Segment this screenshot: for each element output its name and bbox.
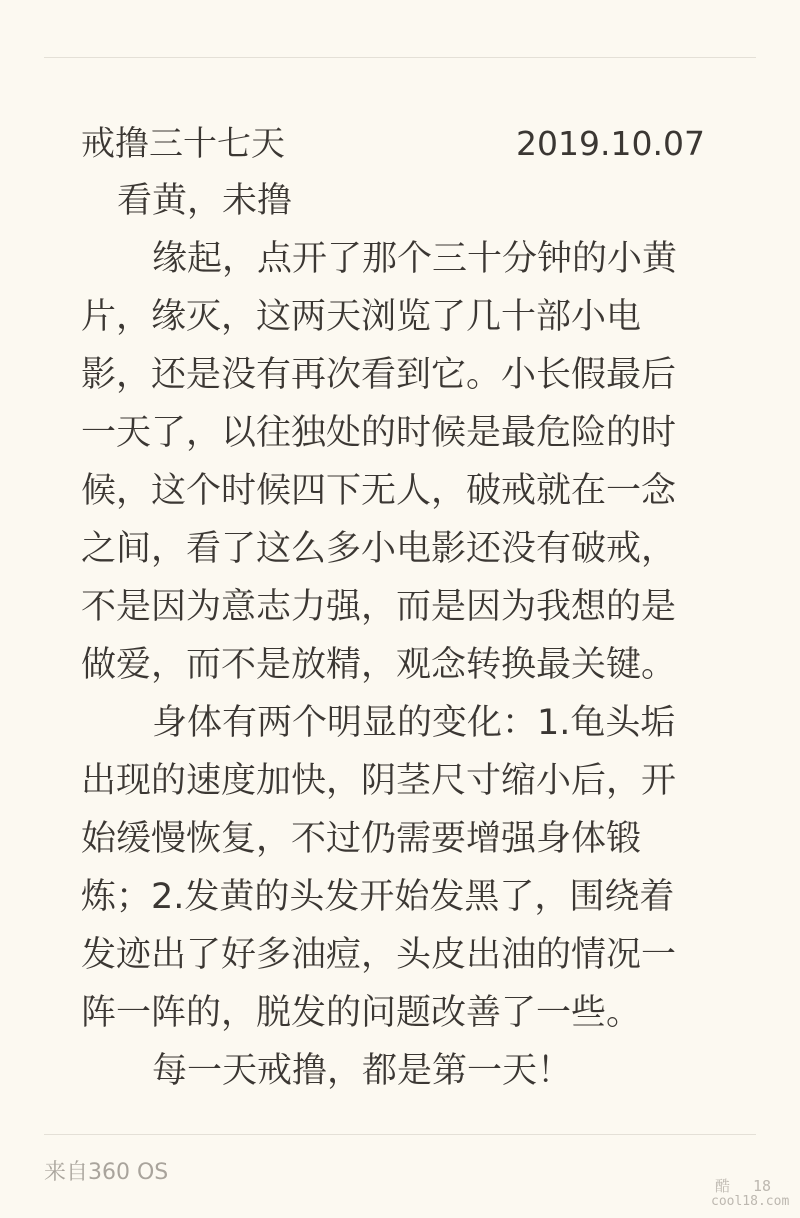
body-line: 发迹出了好多油痘，头皮出油的情况一 (81, 935, 677, 975)
source-label: 来自360 OS (44, 1160, 169, 1185)
body-line: 之间，看了这么多小电影还没有破戒， (81, 529, 677, 569)
post-date: 2019.10.07 (516, 124, 705, 163)
body-line: 出现的速度加快，阴茎尺寸缩小后，开 (81, 761, 677, 801)
body-line: 候，这个时候四下无人，破戒就在一念 (81, 471, 677, 511)
watermark-number: 18 (753, 1177, 772, 1195)
body-line: 一天了，以往独处的时候是最危险的时 (81, 413, 677, 453)
body-line: 影，还是没有再次看到它。小长假最后 (81, 355, 677, 395)
body-line: 每一天戒撸，都是第一天！ (152, 1051, 573, 1091)
site-watermark (705, 1177, 793, 1213)
post-body (81, 172, 705, 1100)
watermark-site: cool18.com (711, 1194, 790, 1209)
body-line: 不是因为意志力强，而是因为我想的是 (81, 587, 677, 627)
body-line: 片，缘灭，这两天浏览了几十部小电 (81, 297, 642, 337)
post-title: 戒撸三十七天 (81, 124, 285, 164)
post-subtitle: 看黄，未撸 (117, 181, 293, 221)
watermark-char: 酷 (715, 1177, 731, 1195)
body-line: 缘起，点开了那个三十分钟的小黄 (152, 239, 678, 279)
body-line: 身体有两个明显的变化：1.龟头垢 (152, 703, 676, 743)
body-line: 阵一阵的，脱发的问题改善了一些。 (81, 993, 642, 1033)
body-line: 做爱，而不是放精，观念转换最关键。 (81, 645, 677, 685)
body-line: 始缓慢恢复，不过仍需要增强身体锻 (81, 819, 642, 859)
post-header (81, 118, 705, 170)
bottom-divider (44, 1134, 756, 1135)
body-line: 炼；2.发黄的头发开始发黑了，围绕着 (81, 877, 675, 917)
top-divider (44, 57, 756, 58)
